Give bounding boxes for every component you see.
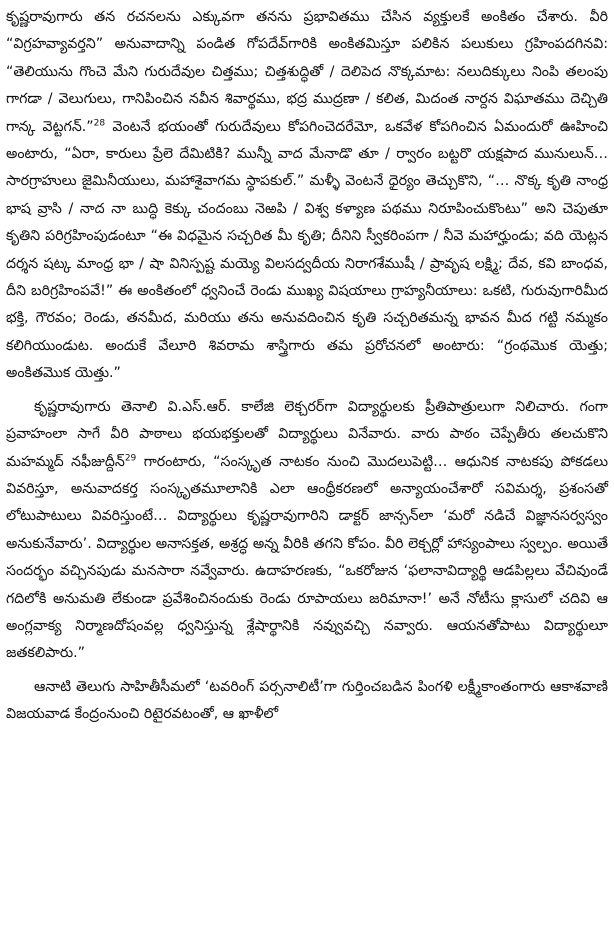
text-segment: కృష్ణరావుగారు తన రచనలను ఎక్కువగా తనను ప్రభావితము చేసిన వ్యక్తులకే అంకితం చేశారు. వీరి “విగ్రహవ్యావర్తని” అనువాదాన్ని పండిత గోపదేవ్‌గారికి అంకితమిస్తూ పలికిన పలుకులు గ్రహింపదగినవి: “తెలియును గొంచె మేని గురుదేవుల చిత్తము; చిత్తశుద్ధితో / దెలిపెద నొక్కమాట: నలుదిక్కులు నింపి తలంపు గాగడా / వెలుగులు, గానిపించిన నవీన శివార్థము, భద్ర ముద్రణా / కలిత, మిదంత నార్దన విఘాతము దెచ్చితి గాన్క వెట్టగన్.”: [6, 9, 608, 135]
footnote-marker: 29: [124, 452, 137, 463]
text-segment: వెంటనే భయంతో గురుదేవులు కోపగించెదరేమో, ఒకవేళ కోపగించిన ఏమందురో ఊహించి అంటారు, “ఏరా, కారులు ప్రేలె దేమిటికి? మున్నీ వాద మేనాడొ తూ / ర్వారం బట్టరొ యక్షపాద మునులున్… సారగ్రాహులు జైమినీయులు, మహాశైవాగమ స్థాపకుల్.” మళ్ళీ వెంటనే ధైర్యం తెచ్చుకొని, “… నొక్క కృతి నాంధ్ర భాష వ్రాసి / నాద నా బుద్ధి కెక్కు చందంబు నెఱపి / విశ్వ కళ్యాణ పథము నిరూపించుకొంటు” అని చెపుతూ కృతిని పరిగ్రహింపుడంటూ “ఈ విధమైన సచ్చరిత మీ కృతి; దీనిని స్వీకరింపగా / నీవె మహార్హుండు; వది యెట్లన దర్శన షట్క మాంధ్ర భా / షా వినిస్పష్ట మయ్యె విలసద్వదీయ నిరాగశేముషీ / ప్రావృష లక్ష్మి; దేవ, కవి బాంధవ, దీని బరిగ్రహింపవే!” ఈ అంకితంలో ధ్వనించే రెండు ముఖ్య విషయాలు గ్రాహ్యనీయాలు: ఒకటి, గురువుగారిమీద భక్తి, గౌరవం; రెండు, తనమీద, మరియు తను అనువదించిన కృతి సచ్చరితమన్న భావన మీద గట్టి నమ్మకం కలిగియుండుట. అందుకే వేలూరి శివరామ శాస్త్రిగారు తమ ప్రరోచనలో అంటారు: “గ్రంథమొక యెత్తు; అంకితమొక యెత్తు.”: [6, 118, 609, 382]
paragraph-radio: [6, 674, 608, 729]
footnote-marker: 28: [93, 117, 106, 128]
paragraph-dedication: [6, 4, 608, 388]
text-segment: కృష్ణరావుగారు తెనాలి వి.ఎస్.ఆర్. కాలేజి లెక్చరర్‌గా విద్యార్థులకు ప్రీతిపాత్రులుగా నిలిచారు. గంగా ప్రవాహంలా సాగే వీరి పాఠాలు భయభక్తులతో విద్యార్థులు వినేవారు. వారు పాఠం చెప్పేతీరు తలచుకొని మహమ్మద్ నఫీజుద్దీన్: [6, 398, 608, 470]
text-segment: ఆనాటి తెలుగు సాహితీసీమలో ‘టవరింగ్ పర్సనాలిటీ’గా గుర్తించబడిన పింగళి లక్ష్మీకాంతంగారు ఆకాశవాణి విజయవాడ కేంద్రంనుంచి రిటైరవటంతో, ఆ ఖాళీలో: [6, 678, 608, 723]
text-segment: గారంటారు, “సంస్కృత నాటకం నుంచి మొదలుపెట్టి… ఆధునిక నాటకపు పోకడలు వివరిస్తూ, అనువాదకర్త సంస్కృతమూలానికి ఎలా ఆంధ్రీకరణలో అన్యాయంచేశారో సవిమర్శ, ప్రశంసతో లోటుపాటులు వివరిస్తుంటే… విద్యార్థులు కృష్ణరావుగారిని డాక్టర్ జాన్సన్‌లా ‘మరో నడిచే విజ్ఞానసర్వస్వం అనుకునేవారు’. విద్యార్థుల అనాసక్తత, అశ్రద్ధ అన్న వీరికి తగని కోపం. వీరి లెక్చర్లో హాస్యంపాలు స్వల్పం. అయితే సందర్భం వచ్చినపుడు మనసారా నవ్వేవారు. ఉదాహరణకు, “ఒకరోజున ‘ఫలానావిద్యార్థి ఆడపిల్లలు వేచివుండే గదిలోకి అనుమతి లేకుండా ప్రవేశించినందుకు రెండు రూపాయలు జరిమానా!’ అనే నోటీసు క్లాసులో చదివి ఆ అంగ్లవాక్య నిర్మాణదోషంవల్ల ధ్వనిస్తున్న శ్లేషార్థానికి నవ్వువచ్చి నవ్వారు. ఆయనతోపాటు విద్యార్థులూ జతకలిపారు.”: [6, 453, 609, 662]
paragraph-lecturer: [6, 394, 608, 668]
document-page: [6, 4, 608, 729]
